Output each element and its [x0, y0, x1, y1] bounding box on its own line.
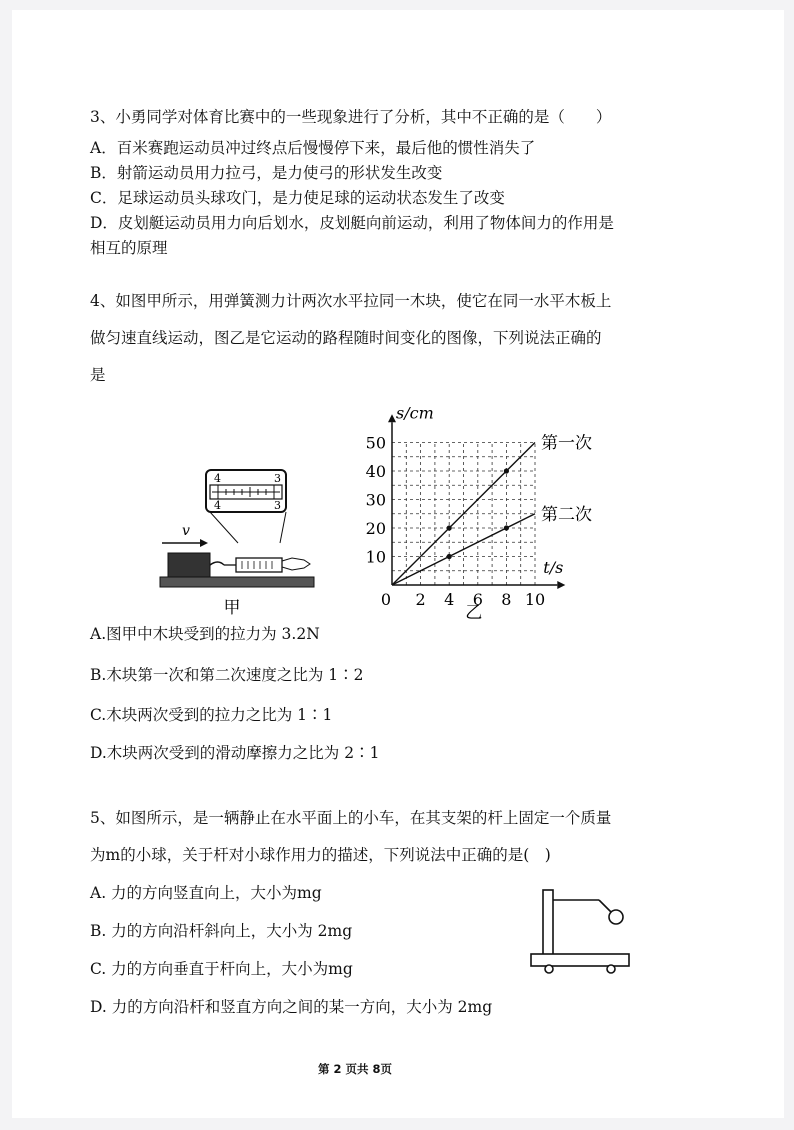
q5-stem-line1: 5、如图所示，是一辆静止在水平面上的小车，在其支架的杆上固定一个质量	[90, 809, 612, 827]
exam-page	[12, 10, 784, 1118]
figure-yi-chart	[352, 372, 592, 622]
q3-stem: 3、小勇同学对体育比赛中的一些现象进行了分析，其中不正确的是（ ）	[90, 108, 612, 126]
wheel-right	[607, 965, 615, 973]
figure-jia	[140, 465, 320, 615]
y-tick-label: 20	[365, 519, 386, 538]
q4-stem-line2: 做匀速直线运动，图乙是它运动的路程随时间变化的图像，下列说法正确的	[90, 329, 602, 347]
fig-jia-caption: 甲	[223, 598, 241, 615]
data-point	[504, 468, 509, 473]
q4-stem-line3: 是	[90, 366, 106, 384]
x-tick-label: 2	[415, 590, 426, 609]
q3-option-d-cont: 相互的原理	[90, 239, 168, 257]
wooden-board	[160, 577, 314, 587]
y-tick-label: 50	[365, 433, 386, 453]
page-footer: 第 2 页共 8页	[318, 1062, 393, 1076]
x-tick-label: 8	[501, 590, 512, 609]
q4-option-b: B.木块第一次和第二次速度之比为 1∶2	[90, 666, 364, 684]
q5-option-d: D. 力的方向沿杆和竖直方向之间的某一方向，大小为 2mg	[90, 998, 493, 1016]
q5-option-a: A. 力的方向竖直向上，大小为mg	[90, 884, 322, 902]
meter-label-3-top: 3	[274, 472, 281, 485]
x-axis-label: t/s	[543, 558, 564, 577]
x-tick-label: 10	[524, 590, 546, 609]
y-tick-label: 30	[365, 490, 386, 510]
x-tick-label: 6	[472, 590, 483, 609]
meter-label-4-bottom: 4	[214, 499, 221, 512]
fig-yi-caption: 乙	[465, 603, 483, 622]
x-axis-arrow	[557, 581, 565, 589]
q4-stem-line1: 4、如图甲所示，用弹簧测力计两次水平拉同一木块，使它在同一水平木板上	[90, 292, 612, 310]
q4-option-a: A.图甲中木块受到的拉力为 3.2N	[90, 625, 320, 643]
hand-icon	[282, 558, 310, 570]
spring-scale	[236, 558, 282, 572]
q4-option-d: D.木块两次受到的滑动摩擦力之比为 2∶1	[90, 744, 380, 762]
velocity-label: v	[182, 523, 190, 539]
series-label-2: 第二次	[541, 504, 592, 525]
data-point	[447, 525, 452, 530]
slanted-rod	[599, 900, 611, 912]
q5-option-c: C. 力的方向垂直于杆向上，大小为mg	[90, 960, 353, 978]
y-tick-label: 40	[365, 462, 386, 481]
cart-figure	[527, 886, 637, 976]
q5-stem-line2: 为m的小球，关于杆对小球作用力的描述，下列说法中正确的是( )	[90, 846, 551, 864]
q3-option-d: D．皮划艇运动员用力向后划水，皮划艇向前运动，利用了物体间力的作用是	[90, 214, 614, 232]
small-ball	[609, 910, 623, 924]
y-axis-label: s/cm	[396, 403, 434, 423]
q3-option-a: A．百米赛跑运动员冲过终点后慢慢停下来，最后他的惯性消失了	[90, 139, 536, 157]
series-label-1: 第一次	[541, 433, 592, 454]
y-tick-label: 10	[365, 547, 386, 567]
x-tick-label: 4	[444, 590, 455, 609]
data-point	[504, 525, 509, 530]
meter-label-4-top: 4	[214, 472, 221, 485]
x-tick-label: 0	[380, 590, 392, 609]
meter-label-3-bottom: 3	[274, 499, 281, 512]
wheel-left	[545, 965, 553, 973]
wooden-block	[168, 553, 210, 577]
y-axis-arrow	[388, 414, 396, 422]
q5-option-b: B. 力的方向沿杆斜向上，大小为 2mg	[90, 922, 353, 940]
q4-option-c: C.木块两次受到的拉力之比为 1∶1	[90, 706, 333, 724]
q3-option-c: C．足球运动员头球攻门，是力使足球的运动状态发生了改变	[90, 189, 505, 207]
cart-body	[531, 954, 629, 966]
data-point	[447, 554, 452, 559]
cart-upright-post	[543, 890, 553, 956]
q3-option-b: B．射箭运动员用力拉弓，是力使弓的形状发生改变	[90, 164, 443, 182]
